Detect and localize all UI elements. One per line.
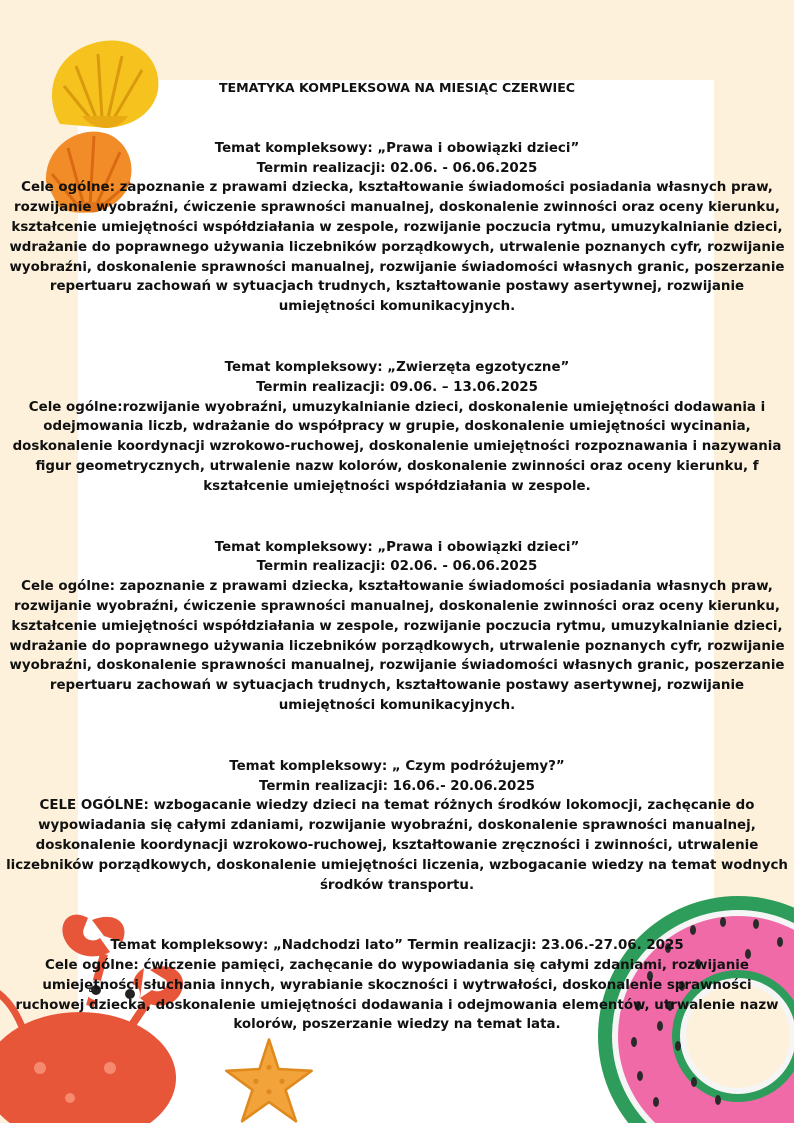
topic-title: Temat kompleksowy: „Prawa i obowiązki dzieci” — [214, 140, 580, 156]
topic-section-1 — [6, 139, 788, 317]
topic-dates: Termin realizacji: 02.06. - 06.06.2025 — [256, 160, 538, 176]
topic-section-4 — [6, 757, 788, 896]
topic-title: Temat kompleksowy: „Nadchodzi lato” Termin realizacji: 23.06.-27.06. 2025 — [110, 938, 684, 954]
topic-goals: Cele ogólne:rozwijanie wyobraźni, umuzykalnianie dzieci, doskonalenie umiejętności dodawania i odejmowania liczb, wdrażanie do współpracy w grupie, doskonalenie umiejętności wycinania, doskonalenie koordynacji wzrokowo-ruchowej, doskonalenie umiejętności rozpoznawania i nazywania figur geometrycznych, utrwalenie nazw kolorów, doskonalenie zwinności oraz oceny kierunku, f kształcenie umiejętności współdziałania w zespole. — [12, 399, 782, 494]
topic-title: Temat kompleksowy: „Zwierzęta egzotyczne” — [224, 359, 570, 375]
topic-goals: Cele ogólne: ćwiczenie pamięci, zachęcanie do wypowiadania się całymi zdaniami, rozwijanie umiejętności słuchania innych, wyrabianie skoczności i wytrwałości, doskonalenie sprawności ruchowej dziecka, doskonalenie umiejętności dodawania i odejmowania elementów, utrwalenie nazw kolorów, poszerzanie wiedzy na temat lata. — [15, 958, 779, 1033]
topic-section-5 — [6, 936, 788, 1035]
topic-title: Temat kompleksowy: „ Czym podróżujemy?” — [229, 758, 565, 774]
topic-goals: Cele ogólne: zapoznanie z prawami dziecka, kształtowanie świadomości posiadania własnych praw, rozwijanie wyobraźni, ćwiczenie sprawności manualnej, doskonalenie zwinności oraz oceny kierunku, kształcenie umiejętności współdziałania w zespole, rozwijanie poczucia rytmu, umuzykalnianie dzieci, wdrażanie do poprawnego używania liczebników porządkowych, utrwalenie poznanych cyfr, rozwijanie wyobraźni, doskonalenie sprawności manualnej, rozwijanie świadomości własnych granic, poszerzanie repertuaru zachowań w sytuacjach trudnych, kształtowanie postawy asertywnej, rozwijanie umiejętności komunikacyjnych. — [9, 180, 785, 315]
topic-goals: CELE OGÓLNE: wzbogacanie wiedzy dzieci na temat różnych środków lokomocji, zachęcanie do wypowiadania się całymi zdaniami, rozwijanie wyobraźni, doskonalenie sprawności manualnej, doskonalenie koordynacji wzrokowo-ruchowej, kształtowanie zręczności i zwinności, utrwalenie liczebników porządkowych, doskonalenie umiejętności liczenia, wzbogacanie wiedzy na temat wodnych środków transportu. — [6, 798, 788, 893]
topic-title: Temat kompleksowy: „Prawa i obowiązki dzieci” — [214, 539, 580, 555]
topic-dates: Termin realizacji: 16.06.- 20.06.2025 — [258, 778, 536, 794]
page-title: TEMATYKA KOMPLEKSOWA NA MIESIĄC CZERWIEC — [218, 80, 576, 95]
topic-section-3 — [6, 538, 788, 716]
topic-dates: Termin realizacji: 02.06. - 06.06.2025 — [256, 559, 538, 575]
document-body — [0, 78, 794, 1076]
topic-dates: Termin realizacji: 09.06. – 13.06.2025 — [256, 379, 538, 395]
topic-section-2 — [6, 358, 788, 497]
topic-goals: Cele ogólne: zapoznanie z prawami dziecka, kształtowanie świadomości posiadania własnych praw, rozwijanie wyobraźni, ćwiczenie sprawności manualnej, doskonalenie zwinności oraz oceny kierunku, kształcenie umiejętności współdziałania w zespole, rozwijanie poczucia rytmu, umuzykalnianie dzieci, wdrażanie do poprawnego używania liczebników porządkowych, utrwalenie poznanych cyfr, rozwijanie wyobraźni, doskonalenie sprawności manualnej, rozwijanie świadomości własnych granic, poszerzanie repertuaru zachowań w sytuacjach trudnych, kształtowanie postawy asertywnej, rozwijanie umiejętności komunikacyjnych. — [9, 579, 785, 713]
